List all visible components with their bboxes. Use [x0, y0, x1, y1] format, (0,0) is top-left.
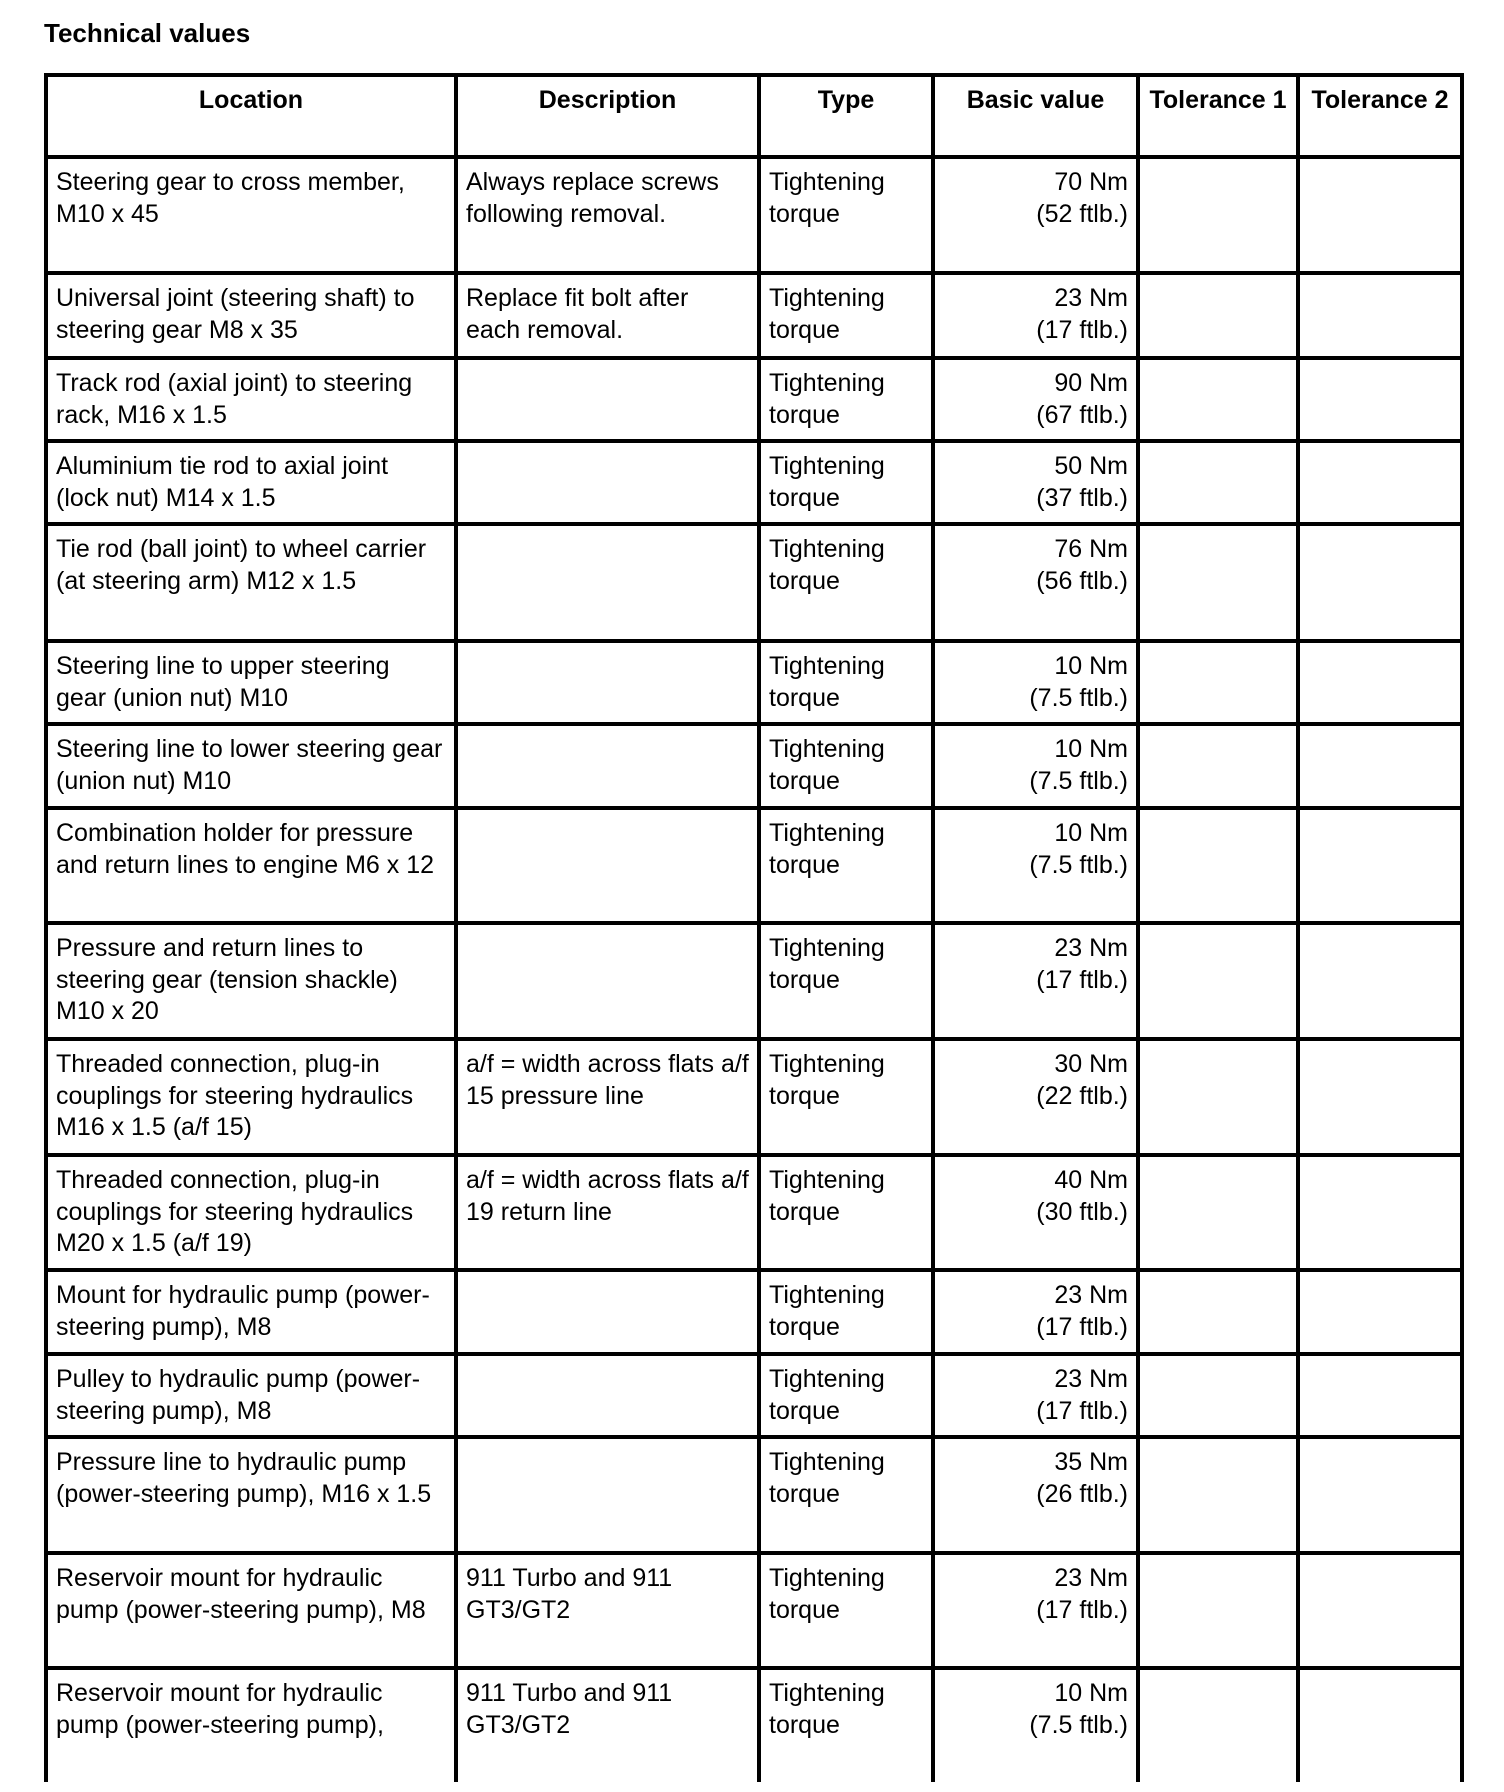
cell-basic-value	[933, 923, 1138, 1039]
cell-basic-value	[933, 1437, 1138, 1553]
cell-tolerance-1	[1138, 441, 1298, 524]
cell-location: Mount for hydraulic pump (power-steering pump), M8	[46, 1270, 456, 1354]
cell-location: Reservoir mount for hydraulic pump (power-steering pump),	[46, 1668, 456, 1782]
cell-description	[456, 808, 759, 923]
value-metric: 23 Nm	[1054, 1281, 1128, 1309]
cell-type: Tightening torque	[759, 724, 933, 808]
table-row	[46, 358, 1462, 441]
cell-type: Tightening torque	[759, 1553, 933, 1668]
cell-location: Universal joint (steering shaft) to steering gear M8 x 35	[46, 273, 456, 358]
value-imperial: (17 ftlb.)	[1036, 1396, 1128, 1425]
cell-basic-value	[933, 358, 1138, 441]
header-location: Location	[46, 75, 456, 157]
value-imperial: (52 ftlb.)	[1036, 199, 1128, 228]
value-metric: 76 Nm	[1054, 535, 1128, 563]
value-metric: 23 Nm	[1054, 284, 1128, 312]
table-row	[46, 273, 1462, 358]
cell-type: Tightening torque	[759, 1354, 933, 1437]
table-row	[46, 724, 1462, 808]
cell-tolerance-1	[1138, 1155, 1298, 1270]
table-header-row	[46, 75, 1462, 157]
table-row	[46, 1155, 1462, 1270]
cell-type: Tightening torque	[759, 808, 933, 923]
cell-tolerance-1	[1138, 1553, 1298, 1668]
cell-type: Tightening torque	[759, 524, 933, 641]
value-imperial: (17 ftlb.)	[1036, 1595, 1128, 1624]
cell-tolerance-1	[1138, 1437, 1298, 1553]
value-metric: 90 Nm	[1054, 369, 1128, 397]
value-metric: 30 Nm	[1054, 1050, 1128, 1078]
cell-tolerance-2	[1298, 157, 1462, 273]
cell-type: Tightening torque	[759, 273, 933, 358]
value-imperial: (7.5 ftlb.)	[1029, 766, 1128, 795]
value-imperial: (7.5 ftlb.)	[1029, 850, 1128, 879]
cell-description	[456, 1354, 759, 1437]
cell-location: Steering line to upper steering gear (union nut) M10	[46, 641, 456, 724]
cell-tolerance-1	[1138, 157, 1298, 273]
cell-basic-value	[933, 641, 1138, 724]
cell-basic-value	[933, 1668, 1138, 1782]
cell-description	[456, 641, 759, 724]
value-metric: 70 Nm	[1054, 168, 1128, 196]
table-row	[46, 641, 1462, 724]
cell-description	[456, 358, 759, 441]
cell-type: Tightening torque	[759, 1155, 933, 1270]
cell-location: Pressure line to hydraulic pump (power-steering pump), M16 x 1.5	[46, 1437, 456, 1553]
cell-type: Tightening torque	[759, 1668, 933, 1782]
table-row	[46, 1553, 1462, 1668]
cell-basic-value	[933, 1155, 1138, 1270]
page-title: Technical values	[44, 18, 251, 48]
cell-tolerance-1	[1138, 724, 1298, 808]
cell-description: a/f = width across flats a/f 19 return line	[456, 1155, 759, 1270]
cell-location: Aluminium tie rod to axial joint (lock nut) M14 x 1.5	[46, 441, 456, 524]
cell-basic-value	[933, 157, 1138, 273]
cell-tolerance-1	[1138, 273, 1298, 358]
value-imperial: (30 ftlb.)	[1036, 1197, 1128, 1226]
value-metric: 10 Nm	[1054, 652, 1128, 680]
cell-description	[456, 1437, 759, 1553]
cell-tolerance-2	[1298, 641, 1462, 724]
cell-tolerance-2	[1298, 1354, 1462, 1437]
cell-basic-value	[933, 724, 1138, 808]
table-row	[46, 1437, 1462, 1553]
cell-location: Track rod (axial joint) to steering rack, M16 x 1.5	[46, 358, 456, 441]
cell-tolerance-1	[1138, 641, 1298, 724]
value-metric: 35 Nm	[1054, 1448, 1128, 1476]
cell-tolerance-2	[1298, 724, 1462, 808]
cell-tolerance-1	[1138, 1270, 1298, 1354]
cell-tolerance-1	[1138, 1668, 1298, 1782]
value-metric: 23 Nm	[1054, 1365, 1128, 1393]
cell-description: 911 Turbo and 911 GT3/GT2	[456, 1553, 759, 1668]
cell-basic-value	[933, 1354, 1138, 1437]
value-metric: 10 Nm	[1054, 819, 1128, 847]
cell-type: Tightening torque	[759, 641, 933, 724]
cell-tolerance-2	[1298, 1668, 1462, 1782]
cell-description: Always replace screws following removal.	[456, 157, 759, 273]
cell-type: Tightening torque	[759, 1270, 933, 1354]
cell-location: Reservoir mount for hydraulic pump (power-steering pump), M8	[46, 1553, 456, 1668]
value-imperial: (7.5 ftlb.)	[1029, 1710, 1128, 1739]
table-row	[46, 1039, 1462, 1155]
header-basic-value: Basic value	[933, 75, 1138, 157]
cell-description	[456, 441, 759, 524]
cell-basic-value	[933, 1270, 1138, 1354]
cell-tolerance-1	[1138, 1039, 1298, 1155]
cell-tolerance-2	[1298, 1270, 1462, 1354]
cell-tolerance-1	[1138, 1354, 1298, 1437]
header-description: Description	[456, 75, 759, 157]
cell-type: Tightening torque	[759, 923, 933, 1039]
cell-description	[456, 1270, 759, 1354]
cell-description: a/f = width across flats a/f 15 pressure line	[456, 1039, 759, 1155]
cell-tolerance-2	[1298, 441, 1462, 524]
value-imperial: (26 ftlb.)	[1036, 1479, 1128, 1508]
table-row	[46, 1270, 1462, 1354]
cell-location: Pressure and return lines to steering gear (tension shackle) M10 x 20	[46, 923, 456, 1039]
value-imperial: (17 ftlb.)	[1036, 965, 1128, 994]
cell-description: 911 Turbo and 911 GT3/GT2	[456, 1668, 759, 1782]
cell-tolerance-2	[1298, 273, 1462, 358]
table-row	[46, 441, 1462, 524]
cell-location: Tie rod (ball joint) to wheel carrier (at steering arm) M12 x 1.5	[46, 524, 456, 641]
cell-tolerance-2	[1298, 1437, 1462, 1553]
cell-type: Tightening torque	[759, 1039, 933, 1155]
cell-tolerance-2	[1298, 524, 1462, 641]
cell-location: Threaded connection, plug-in couplings for steering hydraulics M16 x 1.5 (a/f 15)	[46, 1039, 456, 1155]
header-tolerance-2: Tolerance 2	[1298, 75, 1462, 157]
value-imperial: (67 ftlb.)	[1036, 400, 1128, 429]
cell-tolerance-1	[1138, 358, 1298, 441]
technical-values-table	[44, 73, 1464, 1782]
value-imperial: (7.5 ftlb.)	[1029, 683, 1128, 712]
cell-basic-value	[933, 273, 1138, 358]
cell-type: Tightening torque	[759, 441, 933, 524]
cell-description	[456, 524, 759, 641]
cell-location: Threaded connection, plug-in couplings for steering hydraulics M20 x 1.5 (a/f 19)	[46, 1155, 456, 1270]
value-metric: 40 Nm	[1054, 1166, 1128, 1194]
cell-location: Pulley to hydraulic pump (power-steering pump), M8	[46, 1354, 456, 1437]
cell-type: Tightening torque	[759, 358, 933, 441]
cell-tolerance-1	[1138, 524, 1298, 641]
value-imperial: (22 ftlb.)	[1036, 1081, 1128, 1110]
cell-type: Tightening torque	[759, 1437, 933, 1553]
cell-description	[456, 923, 759, 1039]
value-imperial: (17 ftlb.)	[1036, 1312, 1128, 1341]
cell-tolerance-2	[1298, 923, 1462, 1039]
value-metric: 10 Nm	[1054, 1679, 1128, 1707]
cell-tolerance-2	[1298, 1553, 1462, 1668]
table-row	[46, 808, 1462, 923]
header-tolerance-1: Tolerance 1	[1138, 75, 1298, 157]
value-imperial: (17 ftlb.)	[1036, 315, 1128, 344]
cell-basic-value	[933, 1039, 1138, 1155]
cell-description	[456, 724, 759, 808]
cell-tolerance-2	[1298, 1039, 1462, 1155]
cell-basic-value	[933, 808, 1138, 923]
cell-tolerance-2	[1298, 1155, 1462, 1270]
cell-location: Steering line to lower steering gear (union nut) M10	[46, 724, 456, 808]
value-metric: 23 Nm	[1054, 1564, 1128, 1592]
table-row	[46, 1668, 1462, 1782]
value-imperial: (37 ftlb.)	[1036, 483, 1128, 512]
cell-tolerance-2	[1298, 358, 1462, 441]
table-row	[46, 524, 1462, 641]
value-metric: 23 Nm	[1054, 934, 1128, 962]
cell-tolerance-1	[1138, 923, 1298, 1039]
cell-basic-value	[933, 524, 1138, 641]
cell-description: Replace fit bolt after each removal.	[456, 273, 759, 358]
cell-basic-value	[933, 1553, 1138, 1668]
value-metric: 50 Nm	[1054, 452, 1128, 480]
table-row	[46, 157, 1462, 273]
value-metric: 10 Nm	[1054, 735, 1128, 763]
cell-location: Steering gear to cross member, M10 x 45	[46, 157, 456, 273]
table-row	[46, 1354, 1462, 1437]
cell-basic-value	[933, 441, 1138, 524]
table-row	[46, 923, 1462, 1039]
cell-tolerance-2	[1298, 808, 1462, 923]
cell-tolerance-1	[1138, 808, 1298, 923]
value-imperial: (56 ftlb.)	[1036, 566, 1128, 595]
header-type: Type	[759, 75, 933, 157]
cell-type: Tightening torque	[759, 157, 933, 273]
cell-location: Combination holder for pressure and return lines to engine M6 x 12	[46, 808, 456, 923]
